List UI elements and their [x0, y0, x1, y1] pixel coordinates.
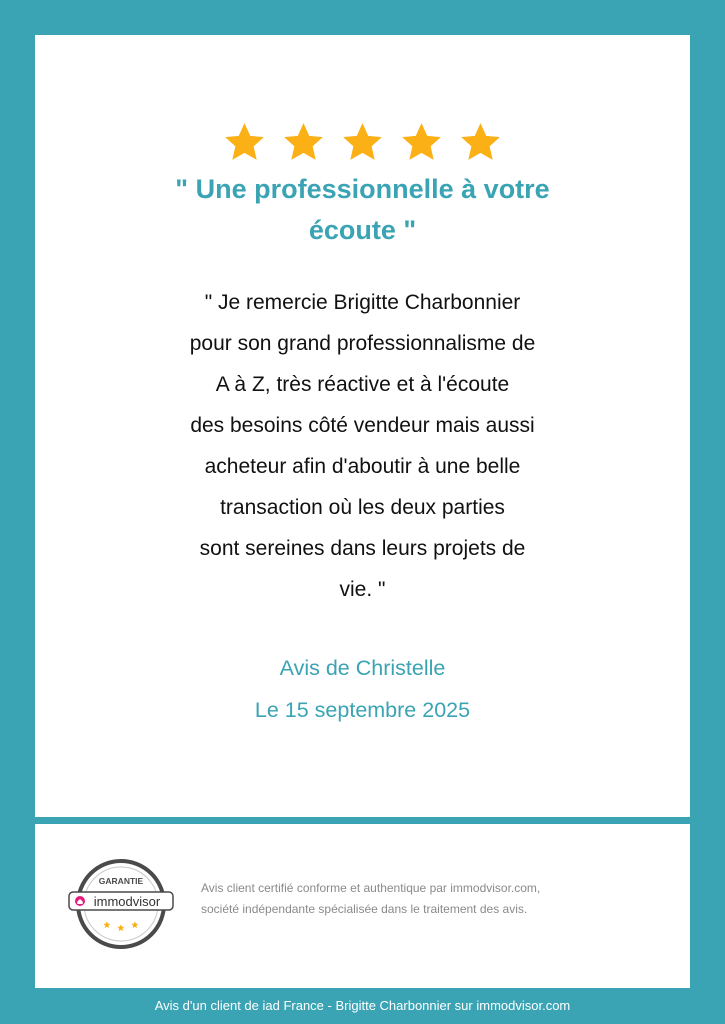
- badge-brand-text: immodvisor: [93, 894, 161, 909]
- quote-line: " Je remercie Brigitte Charbonnier: [204, 291, 521, 314]
- quote-line: pour son grand professionnalisme de: [189, 332, 536, 355]
- quote-line: sont sereines dans leurs projets de: [199, 537, 526, 560]
- quote-line: A à Z, très réactive et à l'écoute: [215, 373, 510, 396]
- review-title-line: écoute ": [308, 215, 417, 245]
- review-title: [95, 169, 630, 251]
- certification-line: Avis client certifié conforme et authentique par immodvisor.com,: [201, 881, 541, 895]
- review-card: [35, 35, 690, 817]
- quote-line: transaction où les deux parties: [220, 496, 505, 519]
- review-date: Le 15 septembre 2025: [254, 698, 471, 722]
- review-author: Avis de Christelle: [279, 656, 446, 680]
- review-quote: [150, 282, 575, 610]
- star-icon: [282, 121, 325, 164]
- quote-line: vie. ": [339, 578, 386, 601]
- star-icon: [400, 121, 443, 164]
- review-attribution: [35, 647, 690, 731]
- rating-stars: [35, 121, 690, 164]
- quote-line: des besoins côté vendeur mais aussi: [190, 414, 535, 437]
- star-icon: [459, 121, 502, 164]
- star-icon: [223, 121, 266, 164]
- review-title-line: " Une professionnelle à votre: [175, 174, 550, 204]
- certification-card: [35, 824, 690, 988]
- star-icon: [341, 121, 384, 164]
- immodvisor-guarantee-badge: [67, 858, 175, 950]
- badge-garantie-text: GARANTIE: [98, 876, 144, 886]
- footer-caption: Avis d'un client de iad France - Brigitte Charbonnier sur immodvisor.com: [154, 998, 571, 1013]
- certification-text: [201, 878, 661, 920]
- quote-line: acheteur afin d'aboutir à une belle: [204, 455, 521, 478]
- certification-line: société indépendante spécialisée dans le traitement des avis.: [201, 902, 528, 916]
